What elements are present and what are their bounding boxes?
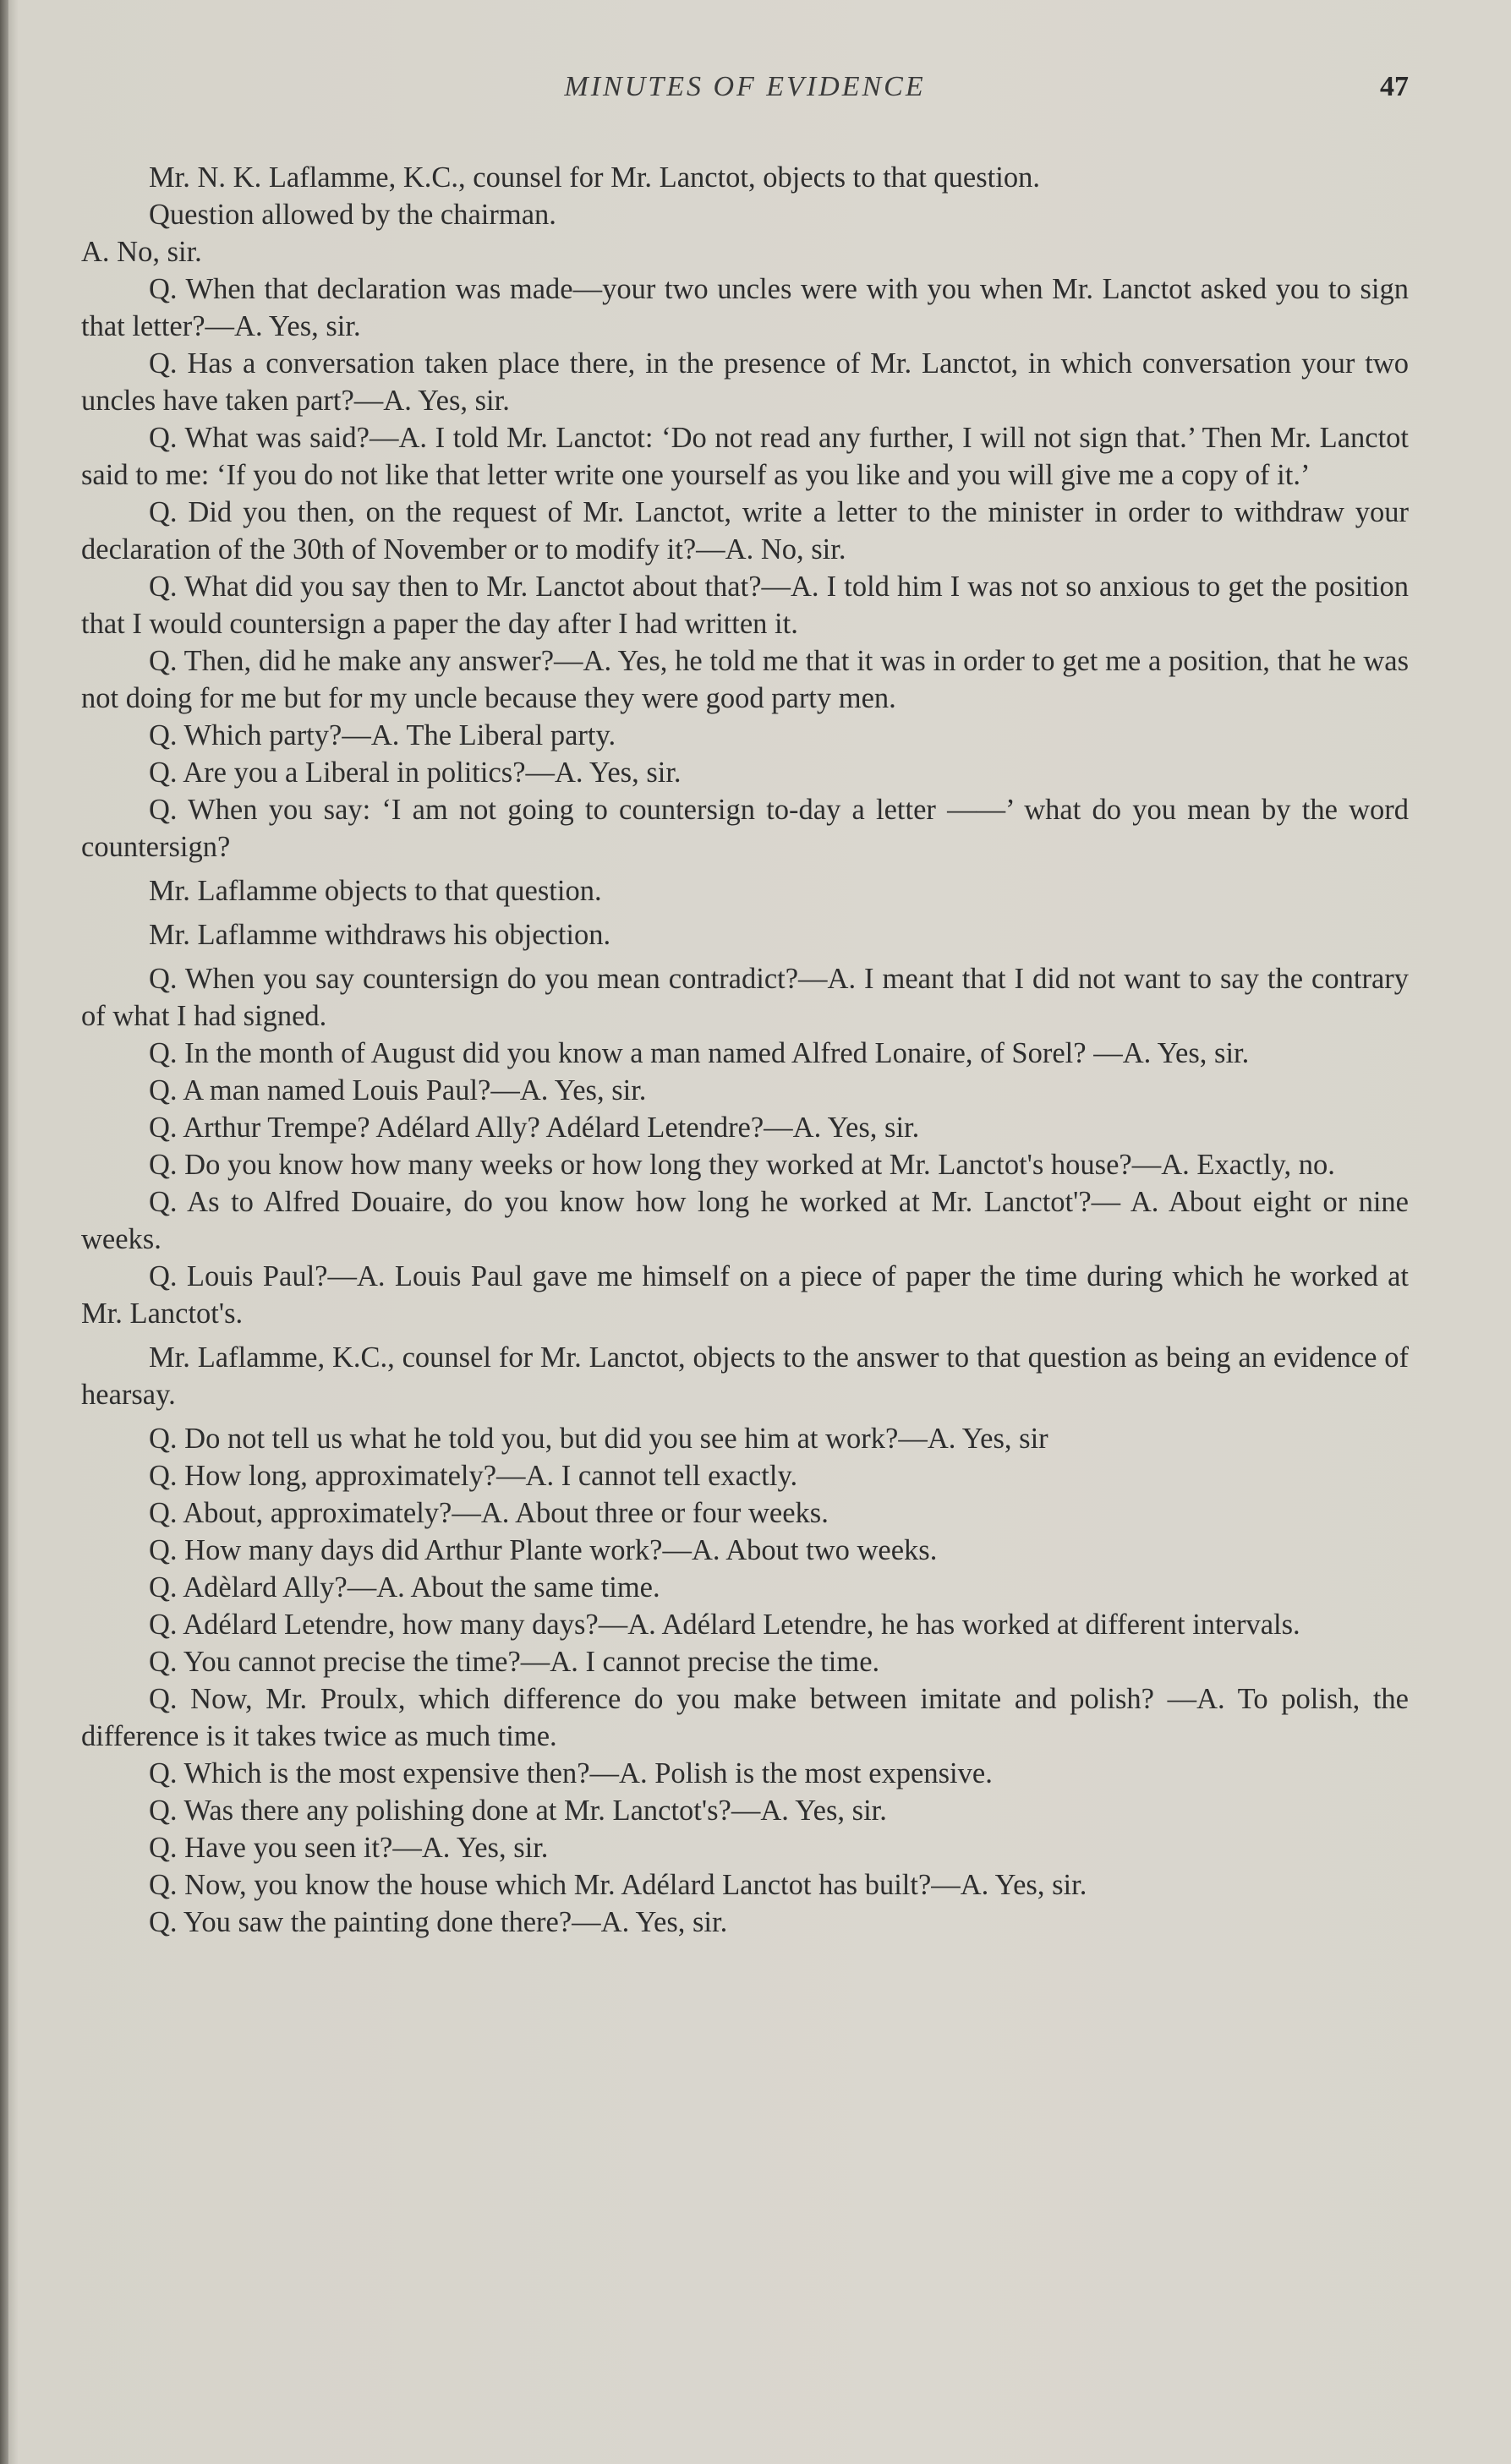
testimony-paragraph: Mr. N. K. Laflamme, K.C., counsel for Mr. Lanctot, objects to that question. — [149, 161, 1040, 194]
testimony-paragraph: Q. Has a conversation taken place there, in the presence of Mr. Lanctot, in which conversation your two uncles have taken part?—A. Yes, sir. — [81, 347, 1409, 417]
testimony-paragraph: Mr. Laflamme withdraws his objection. — [149, 919, 611, 951]
testimony-paragraph: Q. Are you a Liberal in politics?—A. Yes, sir. — [149, 757, 682, 789]
testimony-paragraph: Q. Which is the most expensive then?—A. Polish is the most expensive. — [149, 1757, 993, 1789]
testimony-paragraph: Q. Which party?—A. The Liberal party. — [149, 719, 616, 751]
testimony-paragraph: Q. You cannot precise the time?—A. I cannot precise the time. — [149, 1646, 880, 1678]
testimony-paragraph: Question allowed by the chairman. — [149, 199, 556, 231]
page-header — [81, 71, 1409, 113]
page-number: 47 — [1380, 71, 1409, 102]
testimony-paragraph: Q. In the month of August did you know a man named Alfred Lonaire, of Sorel? —A. Yes, sir. — [149, 1037, 1250, 1069]
testimony-paragraph: Q. A man named Louis Paul?—A. Yes, sir. — [149, 1074, 647, 1106]
testimony-paragraph: Q. Now, Mr. Proulx, which difference do you make between imitate and polish? —A. To polish, the difference is it takes twice as much time. — [81, 1683, 1409, 1752]
testimony-paragraph: Q. Did you then, on the request of Mr. Lanctot, write a letter to the minister in order to withdraw your declaration of the 30th of November or to modify it?—A. No, sir. — [81, 496, 1409, 565]
testimony-paragraph: Q. When you say: ‘I am not going to countersign to-day a letter ——’ what do you mean by the word countersign? — [81, 794, 1409, 863]
testimony-paragraph: Q. About, approximately?—A. About three or four weeks. — [149, 1497, 829, 1529]
testimony-paragraph: Q. You saw the painting done there?—A. Yes, sir. — [149, 1906, 728, 1938]
testimony-paragraph: Q. What was said?—A. I told Mr. Lanctot: ‘Do not read any further, I will not sign that.’ Then Mr. Lanctot said to me: ‘If you do not like that letter write one yourself as you like and you will give me a copy of it.’ — [81, 422, 1409, 491]
testimony-paragraph: Q. As to Alfred Douaire, do you know how long he worked at Mr. Lanctot'?— A. About eight or nine weeks. — [81, 1186, 1409, 1255]
testimony-paragraph: Q. When you say countersign do you mean contradict?—A. I meant that I did not want to say the contrary of what I had signed. — [81, 963, 1409, 1032]
testimony-paragraph: Q. Now, you know the house which Mr. Adélard Lanctot has built?—A. Yes, sir. — [149, 1869, 1087, 1901]
testimony-paragraph: Q. Do not tell us what he told you, but did you see him at work?—A. Yes, sir — [149, 1423, 1048, 1455]
testimony-paragraph: Q. Arthur Trempe? Adélard Ally? Adélard Letendre?—A. Yes, sir. — [149, 1112, 920, 1144]
testimony-paragraph: Q. What did you say then to Mr. Lanctot about that?—A. I told him I was not so anxious to get the position that I would countersign a paper the day after I had written it. — [81, 571, 1409, 640]
testimony-paragraph: Mr. Laflamme objects to that question. — [149, 875, 602, 907]
testimony-paragraph: Q. Was there any polishing done at Mr. Lanctot's?—A. Yes, sir. — [149, 1795, 887, 1827]
testimony-paragraph: Q. Adèlard Ally?—A. About the same time. — [149, 1571, 660, 1604]
testimony-paragraph: A. No, sir. — [81, 236, 202, 268]
testimony-paragraph: Q. Have you seen it?—A. Yes, sir. — [149, 1832, 549, 1864]
testimony-body — [81, 159, 1409, 1941]
testimony-paragraph: Q. How many days did Arthur Plante work?—A. About two weeks. — [149, 1534, 938, 1566]
testimony-paragraph: Q. Louis Paul?—A. Louis Paul gave me himself on a piece of paper the time during which he worked at Mr. Lanctot's. — [81, 1260, 1409, 1330]
testimony-paragraph: Q. When that declaration was made—your two uncles were with you when Mr. Lanctot asked you to sign that letter?—A. Yes, sir. — [81, 273, 1409, 342]
testimony-paragraph: Q. How long, approximately?—A. I cannot tell exactly. — [149, 1460, 798, 1492]
running-title: MINUTES OF EVIDENCE — [564, 71, 926, 102]
page-binding-edge — [0, 0, 8, 2464]
testimony-paragraph: Q. Adélard Letendre, how many days?—A. Adélard Letendre, he has worked at different intervals. — [149, 1609, 1300, 1641]
testimony-paragraph: Mr. Laflamme, K.C., counsel for Mr. Lanctot, objects to the answer to that question as being an evidence of hearsay. — [81, 1341, 1409, 1411]
testimony-paragraph: Q. Do you know how many weeks or how long they worked at Mr. Lanctot's house?—A. Exactly, no. — [149, 1149, 1335, 1181]
testimony-paragraph: Q. Then, did he make any answer?—A. Yes, he told me that it was in order to get me a position, that he was not doing for me but for my uncle because they were good party men. — [81, 645, 1409, 714]
